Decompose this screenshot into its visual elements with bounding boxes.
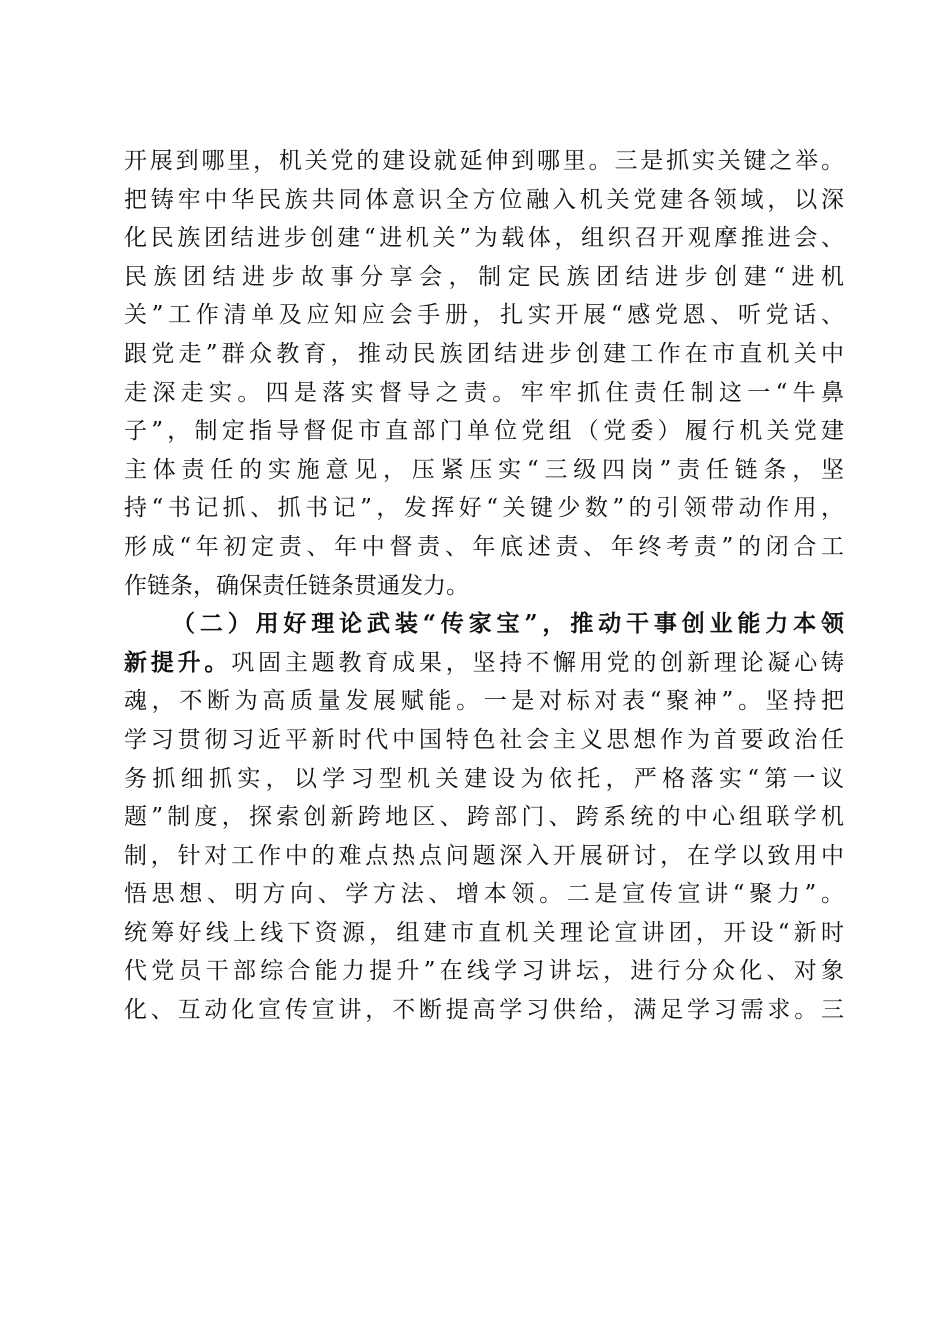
section-heading-continued (124, 644, 844, 683)
body-line: 学习贯彻习近平新时代中国特色社会主义思想作为首要政治任 (124, 726, 844, 753)
body-line: 代党员干部综合能力提升”在线学习讲坛，进行分众化、对象 (124, 958, 844, 985)
body-line: 务抓细抓实，以学习型机关建设为依托，严格落实“第一议 (124, 765, 844, 792)
body-line: 跟党走”群众教育，推动民族团结进步创建工作在市直机关中 (124, 340, 844, 367)
body-line: 化、互动化宣传宣讲，不断提高学习供给，满足学习需求。三 (124, 997, 844, 1024)
body-line: 形成“年初定责、年中督责、年底述责、年终考责”的闭合工 (124, 533, 844, 560)
body-line: 作链条，确保责任链条贯通发力。 (124, 572, 469, 599)
document-body (124, 142, 844, 1030)
body-line: 悟思想、明方向、学方法、增本领。二是宣传宣讲“聚力”。 (124, 881, 844, 908)
body-line: 题”制度，探索创新跨地区、跨部门、跨系统的中心组联学机 (124, 804, 844, 831)
section-heading: （二）用好理论武装“传家宝”，推动干事创业能力本领 (172, 610, 844, 638)
body-line: 持“书记抓、抓书记”，发挥好“关键少数”的引领带动作用， (124, 495, 844, 522)
body-line: 化民族团结进步创建“进机关”为载体，组织召开观摩推进会、 (124, 225, 844, 252)
body-line: 民族团结进步故事分享会，制定民族团结进步创建“进机 (124, 263, 844, 290)
body-line: 主体责任的实施意见，压紧压实“三级四岗”责任链条，坚 (124, 456, 844, 483)
body-line: 制，针对工作中的难点热点问题深入开展研讨，在学以致用中 (124, 842, 844, 869)
body-line: 开展到哪里，机关党的建设就延伸到哪里。三是抓实关键之举。 (124, 148, 844, 174)
body-line: 子”，制定指导督促市直部门单位党组（党委）履行机关党建 (124, 418, 844, 445)
section-heading-tail: 新提升。 (124, 648, 232, 676)
body-line: 统筹好线上线下资源，组建市直机关理论宣讲团，开设“新时 (124, 919, 844, 946)
body-line: 走深走实。四是落实督导之责。牢牢抓住责任制这一“牛鼻 (124, 379, 844, 406)
body-text: 巩固主题教育成果，坚持不懈用党的创新理论凝心铸 (231, 649, 845, 676)
body-line: 把铸牢中华民族共同体意识全方位融入机关党建各领域，以深 (124, 186, 844, 213)
body-line: 关”工作清单及应知应会手册，扎实开展“感党恩、听党话、 (124, 302, 844, 329)
body-line: 魂，不断为高质量发展赋能。一是对标对表“聚神”。坚持把 (124, 688, 844, 715)
